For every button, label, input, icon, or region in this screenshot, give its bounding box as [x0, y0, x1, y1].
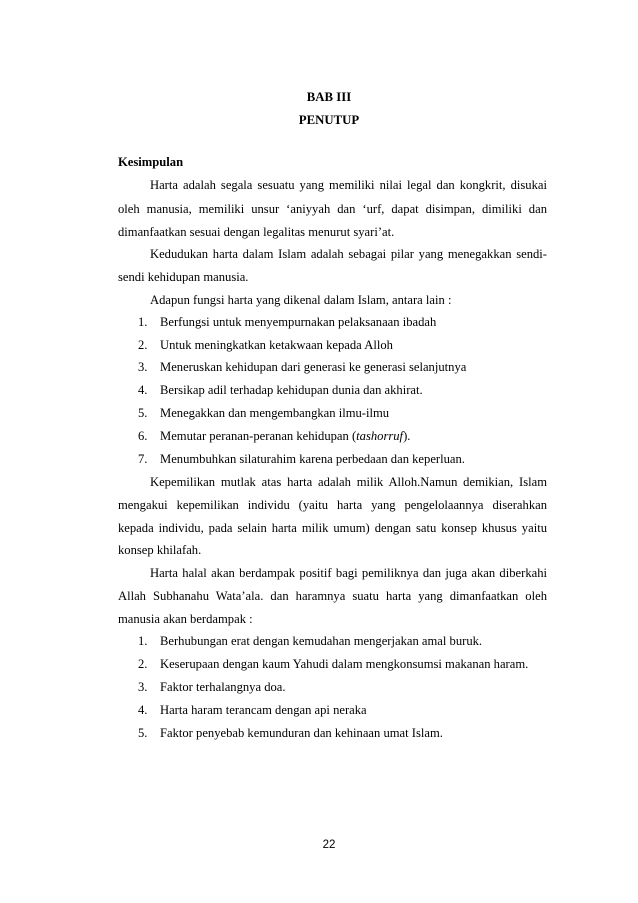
list-number: 7. [138, 452, 148, 466]
list-text: Meneruskan kehidupan dari generasi ke generasi selanjutnya [160, 360, 467, 374]
section-heading: Kesimpulan [118, 155, 184, 169]
paragraph-line: Allah Subhanahu Wata’ala. dan haramnya suatu harta yang dimanfaatkan oleh [118, 589, 547, 603]
page-number: 22 [322, 839, 336, 851]
list-number: 4. [138, 703, 148, 717]
list-text [160, 428, 410, 444]
list-number: 5. [138, 406, 148, 420]
chapter-title: BAB III [306, 90, 352, 104]
chapter-subtitle: PENUTUP [298, 113, 360, 127]
list-text: Menegakkan dan mengembangkan ilmu-ilmu [160, 406, 390, 420]
list-number: 1. [138, 634, 148, 648]
list-text: Berfungsi untuk menyempurnakan pelaksanaan ibadah [160, 315, 437, 329]
list-number: 3. [138, 360, 148, 374]
list-text: Untuk meningkatkan ketakwaan kepada Alloh [160, 338, 393, 352]
list-number: 1. [138, 315, 148, 329]
list-number: 5. [138, 726, 148, 740]
paragraph-line: kepada individu, pada selain harta milik umum) dengan satu konsep khusus yaitu [118, 521, 547, 535]
paragraph-line: Kepemilikan mutlak atas harta adalah milik Alloh.Namun demikian, Islam [150, 475, 547, 489]
paragraph-line: Kedudukan harta dalam Islam adalah sebagai pilar yang menegakkan sendi- [150, 247, 547, 261]
list-number: 6. [138, 429, 148, 443]
paragraph-line: Harta halal akan berdampak positif bagi pemiliknya dan juga akan diberkahi [150, 566, 547, 580]
list-text-part: Memutar peranan-peranan kehidupan ( [160, 429, 357, 443]
list-text: Menumbuhkan silaturahim karena perbedaan dan keperluan. [160, 452, 465, 466]
paragraph-line: sendi kehidupan manusia. [118, 270, 249, 284]
paragraph-line: dimanfaatkan sesuai dengan legalitas menurut syari’at. [118, 225, 395, 239]
paragraph-line: konsep khilafah. [118, 543, 202, 557]
paragraph-line: oleh manusia, memiliki unsur ‘aniyyah dan ‘urf, dapat disimpan, dimiliki dan [118, 202, 547, 216]
list-text: Bersikap adil terhadap kehidupan dunia dan akhirat. [160, 383, 423, 397]
italic-term: tashorruf [356, 429, 404, 443]
paragraph-line: mengakui kepemilikan individu (yaitu harta yang pengelolaannya diserahkan [118, 498, 547, 512]
list-text: Harta haram terancam dengan api neraka [160, 703, 367, 717]
list-number: 3. [138, 680, 148, 694]
list-text-part: ). [403, 429, 411, 443]
paragraph-line: Harta adalah segala sesuatu yang memiliki nilai legal dan kongkrit, disukai [150, 178, 547, 192]
list-number: 2. [138, 338, 148, 352]
paragraph-line: Adapun fungsi harta yang dikenal dalam Islam, antara lain : [150, 293, 452, 307]
list-text: Faktor terhalangnya doa. [160, 680, 286, 694]
list-text: Berhubungan erat dengan kemudahan mengerjakan amal buruk. [160, 634, 483, 648]
list-text: Faktor penyebab kemunduran dan kehinaan umat Islam. [160, 726, 443, 740]
paragraph-line: manusia akan berdampak : [118, 612, 253, 626]
list-text: Keserupaan dengan kaum Yahudi dalam mengkonsumsi makanan haram. [160, 657, 529, 671]
list-number: 4. [138, 383, 148, 397]
list-number: 2. [138, 657, 148, 671]
